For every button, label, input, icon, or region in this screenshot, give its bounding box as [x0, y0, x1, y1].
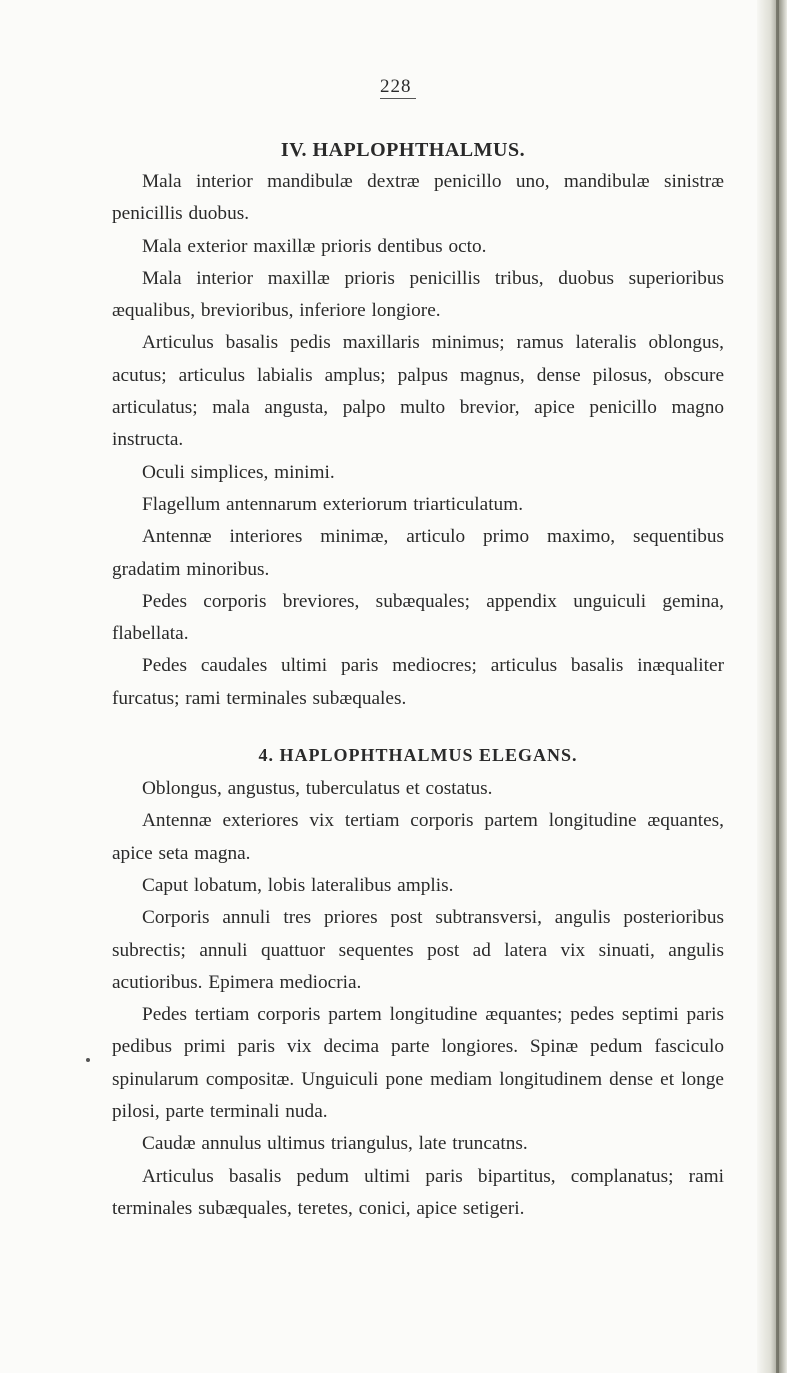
genus-paragraph: Mala exterior maxillæ prioris dentibus octo.: [142, 235, 487, 257]
genus-paragraph: Oculi simplices, minimi.: [142, 461, 335, 483]
species-paragraph: Caudæ annulus ultimus triangulus, late truncatns.: [142, 1133, 528, 1155]
page-number: 228: [380, 76, 416, 99]
genus-paragraph: Mala interior maxillæ prioris penicillis tribus, duobus superioribus æqualibus, brevioribus, inferiore longiore.: [112, 267, 724, 322]
page-binding-shadow: [776, 0, 779, 1373]
species-paragraph: Corporis annuli tres priores post subtransversi, angulis posterioribus subrectis; annuli quattuor sequentes post ad latera vix sinuati, angulis acutioribus. Epimera mediocria.: [112, 907, 724, 993]
species-paragraph: Articulus basalis pedum ultimi paris bipartitus, complanatus; rami terminales subæquales, teretes, conici, apice setigeri.: [112, 1165, 724, 1219]
species-paragraph: Caput lobatum, lobis lateralibus amplis.: [142, 874, 454, 896]
genus-heading: IV. HAPLOPHTHALMUS.: [280, 139, 526, 161]
genus-paragraph: Antennæ interiores minimæ, articulo primo maximo, sequentibus gradatim minoribus.: [112, 526, 724, 580]
genus-paragraph: Flagellum antennarum exteriorum triarticulatum.: [142, 493, 524, 515]
margin-mark: [86, 1058, 90, 1062]
genus-paragraph: Mala interior mandibulæ dextræ penicillo uno, mandibulæ sinistræ penicillis duobus.: [112, 171, 724, 225]
species-paragraph: Antennæ exteriores vix tertiam corporis partem longitudine æquantes, apice seta magna.: [112, 810, 724, 864]
genus-paragraph: Pedes caudales ultimi paris mediocres; articulus basalis inæqualiter furcatus; rami terminales subæquales.: [112, 655, 724, 709]
species-heading: 4. HAPLOPHTHALMUS ELEGANS.: [258, 745, 578, 766]
species-paragraph: Oblongus, angustus, tuberculatus et costatus.: [142, 778, 493, 800]
genus-paragraph: Pedes corporis breviores, subæquales; appendix unguiculi gemina, flabellata.: [112, 590, 724, 645]
species-paragraph: Pedes tertiam corporis partem longitudine æquantes; pedes septimi paris pedibus primi paris vix decima parte longiores. Spinæ pedum fasciculo spinularum compositæ. Unguiculi pone mediam longitudinem dense et longe pilosi, parte terminali nuda.: [112, 1004, 724, 1123]
text-body: [112, 134, 724, 1225]
page-binding-edge: [757, 0, 787, 1373]
genus-paragraph: Articulus basalis pedis maxillaris minimus; ramus lateralis oblongus, acutus; articulus labialis amplus; palpus magnus, dense pilosus, obscure articulatus; mala angusta, palpo multo brevior, apice penicillo magno instructa.: [112, 332, 724, 451]
